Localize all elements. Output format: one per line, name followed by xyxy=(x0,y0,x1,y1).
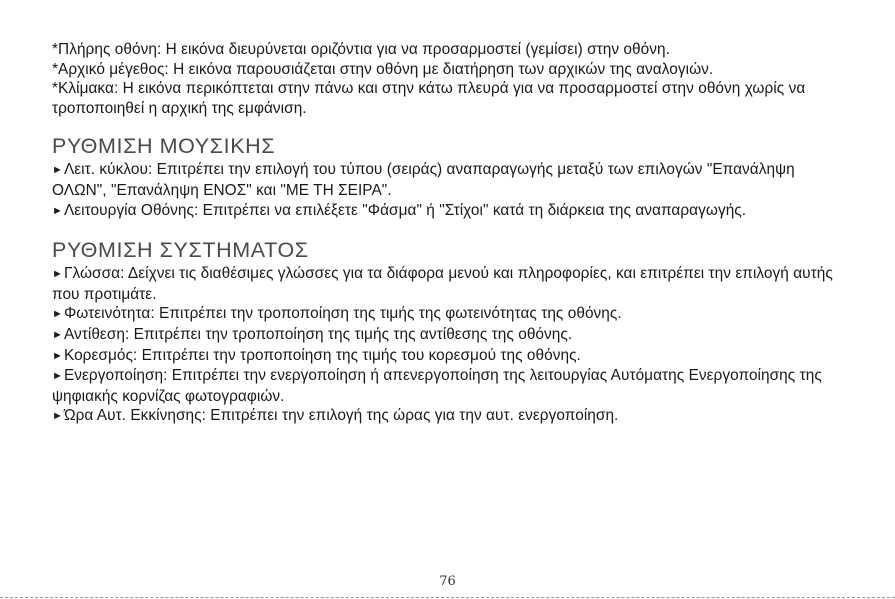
system-item-contrast xyxy=(52,325,852,346)
bullet-arrow-icon: ► xyxy=(52,410,63,423)
system-item-saturation xyxy=(52,346,852,367)
bullet-arrow-icon: ► xyxy=(52,328,63,341)
system-item-language xyxy=(52,264,852,304)
music-item-text: Λειτουργία Οθόνης: Επιτρέπει να επιλέξετε "Φάσμα" ή "Στίχοι" κατά τη διάρκεια της αναπαραγωγής. xyxy=(63,201,747,219)
system-item-text: Κορεσμός: Επιτρέπει την τροποποίηση της τιμής του κορεσμού της οθόνης. xyxy=(63,346,581,364)
system-settings-heading: ΡΥΘΜΙΣΗ ΣΥΣΤΗΜΑΤΟΣ xyxy=(52,238,309,263)
intro-original-size: *Αρχικό μέγεθος: Η εικόνα παρουσιάζεται στην οθόνη με διατήρηση των αρχικών της αναλογιών. xyxy=(52,60,714,78)
bullet-arrow-icon: ► xyxy=(52,164,63,177)
music-item-text: Λειτ. κύκλου: Επιτρέπει την επιλογή του τύπου (σειράς) αναπαραγωγής μεταξύ των επιλογών "Επανάληψη ΟΛΩΝ", "Επανάληψη ΕΝΟΣ" και "ΜΕ ΤΗ ΣΕΙΡΑ". xyxy=(52,161,795,199)
bullet-arrow-icon: ► xyxy=(52,308,63,321)
bullet-arrow-icon: ► xyxy=(52,349,63,362)
bullet-arrow-icon: ► xyxy=(52,204,63,217)
system-item-text: Ώρα Αυτ. Εκκίνησης: Επιτρέπει την επιλογή της ώρας για την αυτ. ενεργοποίηση. xyxy=(63,407,619,425)
music-settings-heading: ΡΥΘΜΙΣΗ ΜΟΥΣΙΚΗΣ xyxy=(52,134,276,159)
bottom-divider xyxy=(0,597,895,598)
intro-full-screen: *Πλήρης οθόνη: Η εικόνα διευρύνεται οριζόντια για να προσαρμοστεί (γεμίσει) στην οθόνη. xyxy=(52,41,670,58)
intro-scale: *Κλίμακα: Η εικόνα περικόπτεται στην πάνω και στην κάτω πλευρά για να προσαρμοστεί στην οθόνη χωρίς να τροποποιηθεί η αρχική της εμφάνιση. xyxy=(52,80,806,117)
page-number: 76 xyxy=(439,574,456,589)
music-item-display-mode xyxy=(52,201,852,222)
music-item-cycle xyxy=(52,160,852,200)
bullet-arrow-icon: ► xyxy=(52,370,63,383)
system-item-text: Γλώσσα: Δείχνει τις διαθέσιμες γλώσσες για τα διάφορα μενού και πληροφορίες, και επιτρέπει την επιλογή αυτής που προτιμάτε. xyxy=(52,265,833,303)
system-item-activation xyxy=(52,366,852,406)
bullet-arrow-icon: ► xyxy=(52,268,63,281)
system-item-text: Φωτεινότητα: Επιτρέπει την τροποποίηση της τιμής της φωτεινότητας της οθόνης. xyxy=(63,305,622,323)
system-item-auto-start-time xyxy=(52,406,852,427)
manual-page xyxy=(52,40,852,427)
system-item-text: Αντίθεση: Επιτρέπει την τροποποίηση της τιμής της αντίθεσης της οθόνης. xyxy=(63,325,573,343)
system-item-brightness xyxy=(52,304,852,325)
system-item-text: Ενεργοποίηση: Επιτρέπει την ενεργοποίηση ή απενεργοποίηση της λειτουργίας Αυτόματης Ενεργοποίησης της ψηφιακής κορνίζας φωτογραφιών. xyxy=(52,367,822,405)
